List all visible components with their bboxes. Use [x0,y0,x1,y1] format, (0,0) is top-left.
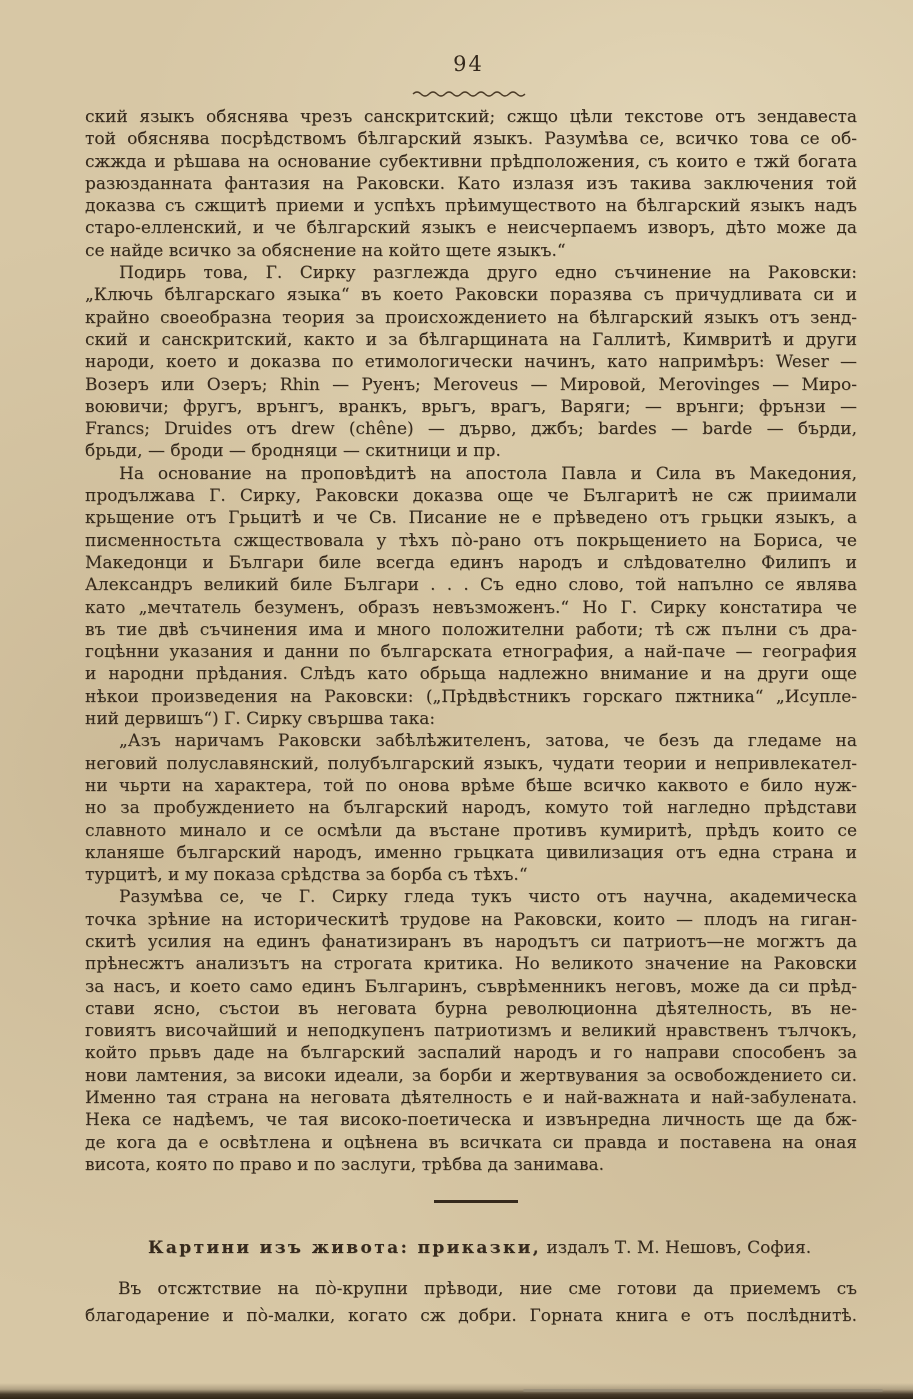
text-line: На основание на проповѣдитѣ на апостола Павла и Сила въ Македония, [119,463,857,484]
paragraph [85,730,857,886]
text-line: точка зрѣние на историческитѣ трудове на Раковски, които — плодъ на гиган- [85,909,857,930]
text-line: който прьвъ даде на българский заспалий народъ и го направи способенъ за [85,1043,857,1064]
text-line: неговий полуславянский, полубългарский языкъ, чудати теории и непривлекател- [85,753,857,774]
text-line: брьди, — броди — бродняци — скитници и пр. [85,441,501,462]
text-line: скитѣ усилия на единъ фанатизиранъ въ народътъ си патриотъ—не могжтъ да [85,931,857,952]
text-line: той обяснява посрѣдствомъ бѣлгарский языкъ. Разумѣва се, всичко това се об- [85,129,857,150]
text-line: турцитѣ, и му показа срѣдства за борба съ тѣхъ.“ [85,865,528,886]
notice-text-line: Въ отсжтствие на пò-крупни прѣводи, ние сме готови да приемемъ съ [118,1279,857,1299]
text-line: стави ясно, състои въ неговата бурна революционна дѣятелность, въ не- [85,998,857,1019]
notice-text-line: благодарение и пò-малки, когато сж добри. Горната книга е отъ послѣднитѣ. [85,1306,857,1326]
text-line: като „мечтатель безуменъ, образъ невъзможенъ.“ Но Г. Сирку констатира че [85,597,857,618]
text-line: висота, която по право и по заслуги, трѣбва да занимава. [85,1154,605,1175]
book-notice-title-publisher: издалъ Т. М. Нешовъ, София. [541,1238,812,1258]
text-line: нови ламтения, за високи идеали, за борби и жертвувания за освобождението си. [85,1065,857,1086]
text-line: ский и санскритский, както и за бѣлгарщината на Галлитѣ, Кимвритѣ и други [85,329,857,350]
page-body [85,106,857,1176]
text-line: воювичи; фругъ, врънгъ, вранкъ, врьгъ, врагъ, Варяги; — врънги; фрънзи — [85,396,857,417]
book-notice-title-spaced: Картини изъ живота: приказки, [148,1238,542,1258]
text-line: старо-елленский, и че бѣлгарский языкъ е неисчерпаемъ изворъ, дѣто може да [85,218,857,239]
text-line: Именно тая страна на неговата дѣятелность е и най-важната и най-забулената. [85,1088,857,1109]
text-line: ний дервишъ“) Г. Сирку свършва така: [85,709,436,730]
text-line: Возеръ или Озеръ; Rhin — Руенъ; Meroveus — Мировой, Merovinges — Миро- [85,374,857,395]
text-line: писменностьта сжществовала у тѣхъ пò-рано отъ покрьщението на Бориса, че [85,530,857,551]
paragraph [85,106,857,262]
text-line: ский языкъ обяснява чрезъ санскритский; сжщо цѣли текстове отъ зендавеста [85,107,857,127]
text-line: Разумѣва се, че Г. Сирку гледа тукъ чисто отъ научна, академическа [119,887,857,908]
paragraph [85,886,857,1176]
book-notice-body [85,1276,857,1330]
text-line: говиятъ височайший и неподкупенъ патриотизмъ и великий нравственъ тълчокъ, [85,1021,857,1042]
paragraph [85,262,857,463]
text-line: гоцѣнни указания и данни по българската етнография, а най-паче — география [85,642,857,663]
text-line: сжжда и рѣшава на основание субективни прѣдположения, съ които е тжй богата [85,151,857,172]
text-line: крьщение отъ Грьцитѣ и че Св. Писание не е прѣведено отъ грьцки языкъ, а [85,508,857,529]
text-line: славното минало и се осмѣли да въстане противъ кумиритѣ, прѣдъ които се [85,820,857,841]
text-line: крайно своеобразна теория за происхождението на бѣлгарский языкъ отъ зенд- [85,307,857,328]
section-divider-rule [434,1200,518,1203]
text-line: нѣкои произведения на Раковски: („Прѣдвѣстникъ горскаго пжтника“ „Исупле- [85,686,857,707]
text-line: „Ключь бѣлгарскаго языка“ въ което Раковски поразява съ причудливата си и [85,285,857,306]
text-line: доказва съ сжщитѣ приеми и успѣхъ прѣимуществото на бѣлгарский языкъ надъ [85,196,857,217]
text-line: въ тие двѣ съчинения има и много положителни работи; тѣ сж пълни съ дра- [85,619,857,640]
text-line: прѣнесжтъ анализътъ на строгата критика. Но великото значение на Раковски [85,954,857,975]
text-line: но за пробуждението на българский народъ, комуто той нагледно прѣдстави [85,798,857,819]
text-line: продължава Г. Сирку, Раковски доказва още че Българитѣ не сж приимали [85,486,857,507]
text-line: де кога да е освѣтлена и оцѣнена въ всичката си правда и поставена на оная [85,1132,857,1153]
wavy-rule-icon [412,90,526,98]
text-line: Подирь това, Г. Сирку разглежда друго едно съчинение на Раковски: [119,263,857,284]
page-bottom-edge [0,1383,913,1399]
text-line: ни чьрти на характера, той по онова врѣме бѣше всичко каквото е било нуж- [85,775,857,796]
text-line: се найде всичко за обяснение на който щете языкъ.“ [85,240,566,261]
text-line: и народни прѣдания. Слѣдъ като обрьща надлежно внимание и на други още [85,664,857,685]
text-line: Нека се надѣемъ, че тая високо-поетическа и извънредна личность ще да бж- [85,1110,857,1131]
text-line: народи, което и доказва по етимологически начинъ, като напримѣръ: Weser — [85,352,857,373]
book-notice-title [148,1238,868,1258]
text-line: разюзданната фантазия на Раковски. Като излазя изъ такива заключения той [85,173,857,194]
text-line: Francs; Druides отъ drew (chêne) — дърво, джбъ; bardes — barde — бърди, [85,419,857,440]
text-line: Александръ великий биле Българи . . . Съ едно слово, той напълно се являва [85,575,857,596]
paragraph [85,463,857,731]
text-line: „Азъ наричамъ Раковски забѣлѣжителенъ, затова, че безъ да гледаме на [119,731,857,752]
text-line: за насъ, и което само единъ Българинъ, съврѣменникъ неговъ, може да си прѣд- [85,976,857,997]
page-edge-highlight [523,1389,883,1392]
page-number: 94 [453,52,484,76]
text-line: Македонци и Българи биле всегда единъ народъ и слѣдователно Филипъ и [85,552,857,573]
text-line: кланяше българский народъ, именно грьцката цивилизация отъ една страна и [85,842,857,863]
